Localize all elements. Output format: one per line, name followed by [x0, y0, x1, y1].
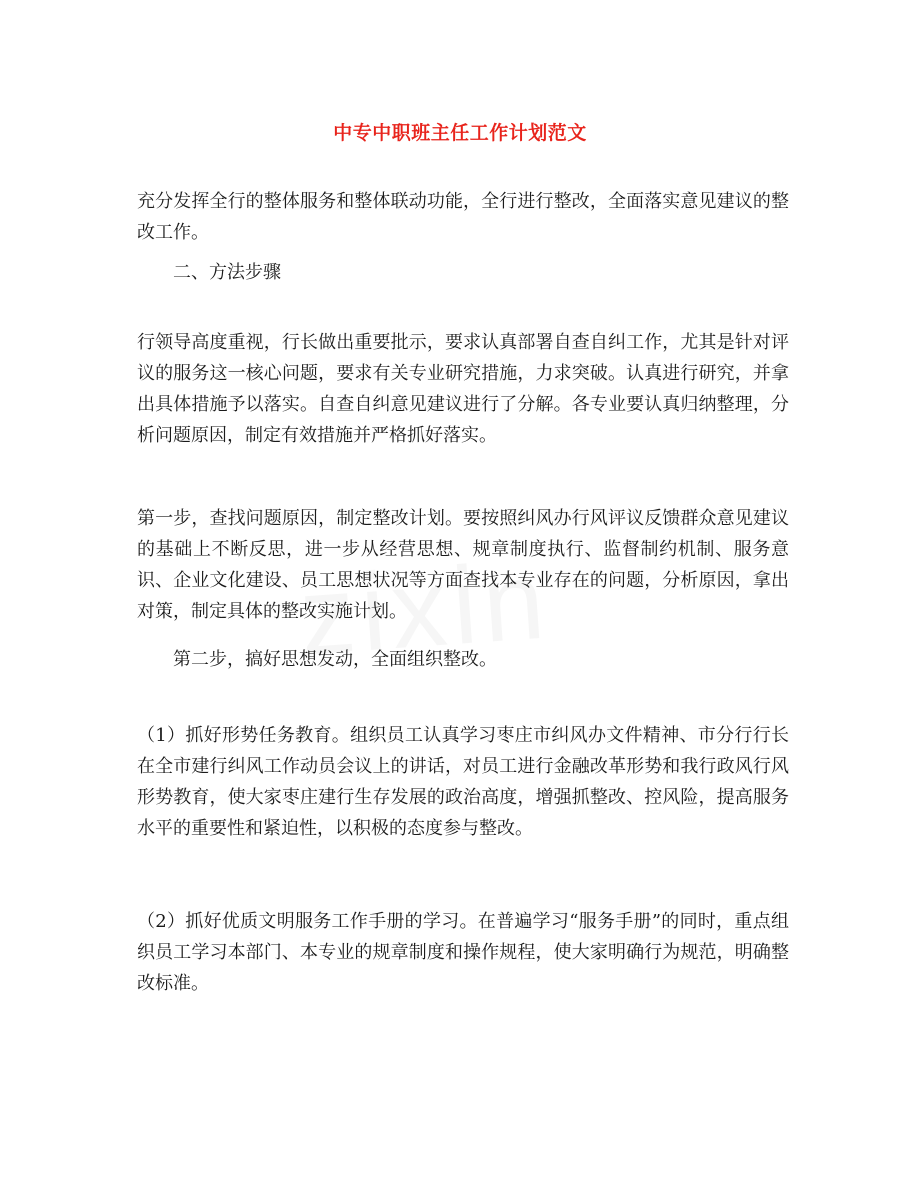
paragraph-leadership: 行领导高度重视，行长做出重要批示，要求认真部署自查自纠工作，尤其是针对评议的服务这一核心问题，要求有关专业研究措施，力求突破。认真进行研究，并拿出具体措施予以落实。自查自纠意见建议进行了分解。各专业要认真归纳整理，分析问题原因，制定有效措施并严格抓好落实。: [137, 332, 789, 446]
section-heading-methods: 二、方法步骤: [173, 262, 281, 283]
paragraph-step-two: 第二步，搞好思想发动，全面组织整改。: [173, 649, 497, 670]
paragraph-item-2: （2）抓好优质文明服务工作手册的学习。在普遍学习“服务手册”的同时，重点组织员工学习本部门、本专业的规章制度和操作规程，使大家明确行为规范，明确整改标准。: [137, 911, 789, 994]
document-title: 中专中职班主任工作计划范文: [333, 122, 587, 144]
paragraph-item-1: （1）抓好形势任务教育。组织员工认真学习枣庄市纠风办文件精神、市分行行长在全市建行纠风工作动员会议上的讲话，对员工进行金融改革形势和我行政风行风形势教育，使大家枣庄建行生存发展的政治高度，增强抓整改、控风险，提高服务水平的重要性和紧迫性，以积极的态度参与整改。: [137, 725, 789, 839]
paragraph-intro: 充分发挥全行的整体服务和整体联动功能，全行进行整改，全面落实意见建议的整改工作。: [137, 191, 789, 243]
paragraph-step-one: 第一步，查找问题原因，制定整改计划。要按照纠风办行风评议反馈群众意见建议的基础上不断反思，进一步从经营思想、规章制度执行、监督制约机制、服务意识、企业文化建设、员工思想状况等方面查找本专业存在的问题，分析原因，拿出对策，制定具体的整改实施计划。: [137, 508, 789, 622]
